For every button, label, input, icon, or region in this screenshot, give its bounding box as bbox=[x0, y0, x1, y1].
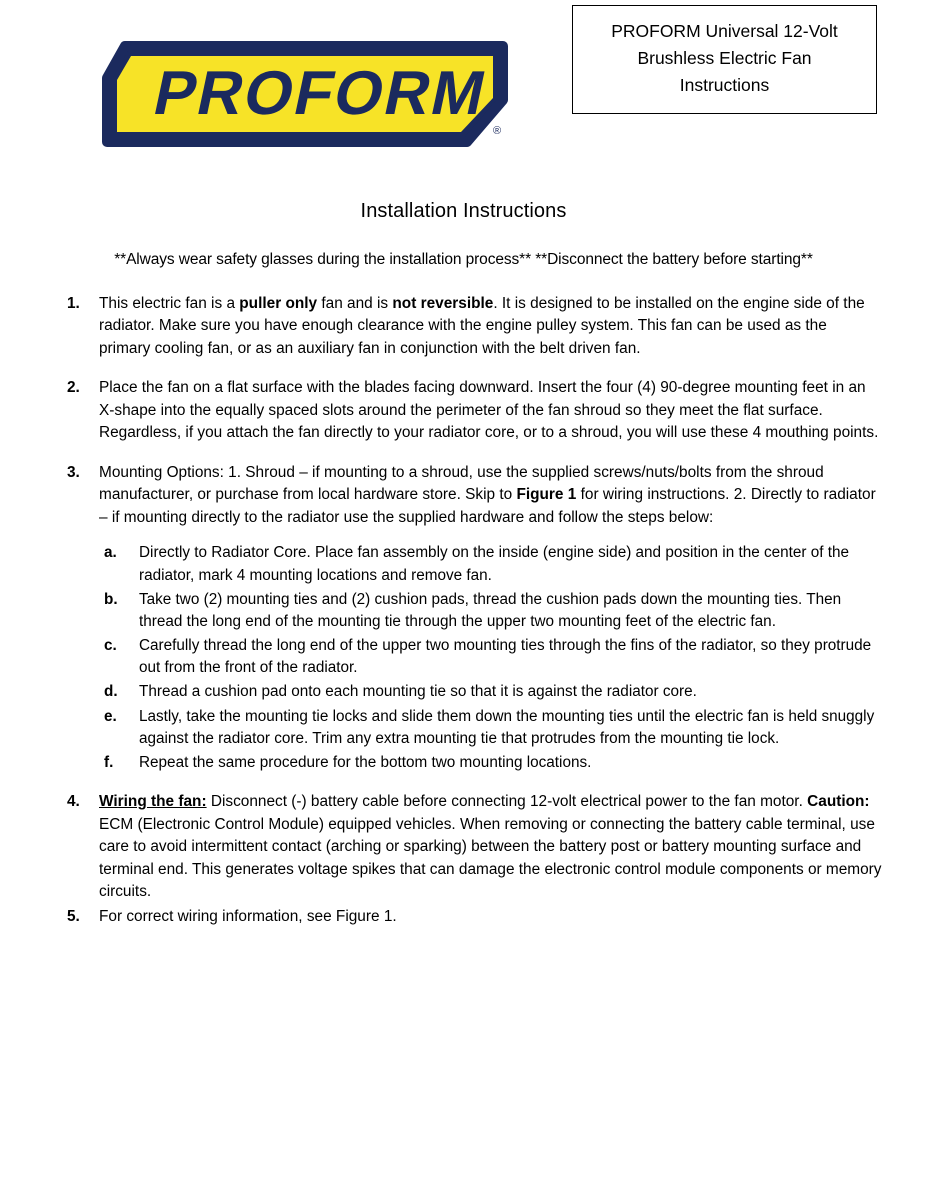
list-item bbox=[45, 377, 882, 444]
list-number: c. bbox=[104, 637, 117, 655]
list-number: 5. bbox=[67, 907, 80, 925]
title-box-line2: Brushless Electric Fan bbox=[637, 48, 812, 69]
svg-text:®: ® bbox=[493, 125, 502, 137]
list-number: 3. bbox=[67, 463, 80, 481]
substep-text: Carefully thread the long end of the upper two mounting ties through the fins of the radiator, so they protrude out from the front of the radiator. bbox=[139, 637, 872, 677]
safety-note: **Always wear safety glasses during the installation process** **Disconnect the battery before starting** bbox=[114, 251, 813, 268]
substep-text: Thread a cushion pad onto each mounting tie so that it is against the radiator core. bbox=[139, 683, 697, 701]
sub-instruction-list bbox=[99, 542, 882, 774]
title-box-line3: Instructions bbox=[679, 75, 770, 96]
list-number: f. bbox=[104, 753, 114, 771]
list-item bbox=[45, 791, 882, 903]
list-number: e. bbox=[104, 707, 117, 725]
page-title: Installation Instructions bbox=[360, 200, 567, 222]
step-text: Wiring the fan: Disconnect (-) battery cable before connecting 12-volt electrical power to the fan motor. Caution: ECM (Electronic Control Module) equipped vehicles. When removing or connecting the battery cable terminal, use care to avoid intermittent contact (arching or sparking) between the battery post or battery mounting surface and terminal end. This generates voltage spikes that can damage the electronic control module components or memory circuits. bbox=[99, 793, 882, 901]
document-header bbox=[45, 0, 882, 145]
list-number: 2. bbox=[67, 379, 80, 397]
list-item bbox=[99, 589, 882, 633]
list-number: 4. bbox=[67, 793, 80, 811]
step-text: For correct wiring information, see Figure 1. bbox=[99, 907, 397, 925]
list-item bbox=[99, 635, 882, 679]
step-text: Mounting Options: 1. Shroud – if mounting to a shroud, use the supplied screws/nuts/bolts from the shroud manufacturer, or purchase from local hardware store. Skip to Figure 1 for wiring instructions. 2. Directly to radiator – if mounting directly to the radiator use the supplied hardware and follow the steps below: bbox=[99, 463, 876, 526]
substep-text: Lastly, take the mounting tie locks and slide them down the mounting ties until the electric fan is held snuggly against the radiator core. Trim any extra mounting tie that protrudes from the mounting tie lock. bbox=[139, 707, 875, 747]
step-text: This electric fan is a puller only fan and is not reversible. It is designed to be installed on the engine side of the radiator. Make sure you have enough clearance with the engine pulley system. This fan can be used as the primary cooling fan, or as an auxiliary fan in conjunction with the belt driven fan. bbox=[99, 295, 865, 357]
list-item bbox=[45, 293, 882, 360]
list-item bbox=[99, 542, 882, 586]
list-number: d. bbox=[104, 683, 118, 701]
svg-text:PROFORM: PROFORM bbox=[147, 58, 494, 128]
step-text: Place the fan on a flat surface with the blades facing downward. Insert the four (4) 90-degree mounting feet in an X-shape into the equally spaced slots around the perimeter of the fan shroud so they meet the flat surface. Regardless, if you attach the fan directly to your radiator core, or to a shroud, you will use these 4 mouthing points. bbox=[99, 379, 879, 442]
list-item bbox=[99, 681, 882, 703]
list-item bbox=[45, 462, 882, 774]
substep-text: Take two (2) mounting ties and (2) cushion pads, thread the cushion pads down the mounting ties. Then thread the long end of the mounting tie through the upper two mounting feet of the electric fan. bbox=[139, 590, 842, 630]
substep-text: Directly to Radiator Core. Place fan assembly on the inside (engine side) and position in the center of the radiator, mark 4 mounting locations and remove fan. bbox=[139, 544, 849, 584]
list-item bbox=[99, 752, 882, 774]
list-number: a. bbox=[104, 544, 117, 562]
instruction-list bbox=[45, 293, 882, 928]
list-number: 1. bbox=[67, 295, 80, 312]
title-box-line1: PROFORM Universal 12-Volt bbox=[611, 21, 838, 41]
list-number: b. bbox=[104, 590, 118, 608]
title-box bbox=[572, 5, 877, 114]
list-item bbox=[99, 706, 882, 750]
proform-logo bbox=[95, 38, 515, 148]
proform-logo-svg bbox=[95, 38, 515, 148]
substep-text: Repeat the same procedure for the bottom two mounting locations. bbox=[139, 753, 592, 771]
list-item bbox=[45, 906, 882, 928]
